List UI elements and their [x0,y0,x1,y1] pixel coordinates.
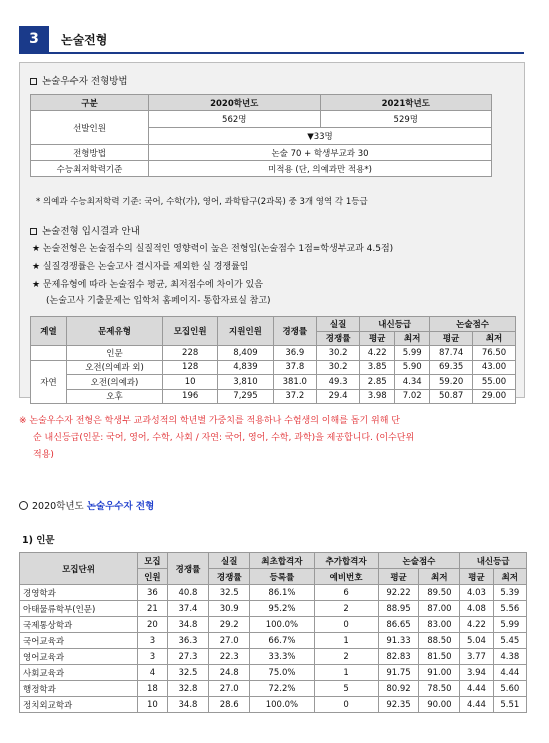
table-row: 경영학과 36 40.8 32.5 86.1% 6 92.22 89.50 4.03 5.39 [20,585,527,601]
col-2020: 2020학년도 [149,95,321,111]
medical-note: * 의예과 수능최저학력 기준: 국어, 수학(가), 영어, 과학탐구(2과목) 중 3개 영역 각 1등급 [36,197,368,207]
csat-label: 수능최저학력기준 [31,161,149,177]
h-unit: 모집단위 [20,553,138,585]
h-applicants: 지원인원 [218,317,273,346]
square-bullet-icon [30,228,37,235]
results-table [30,316,516,404]
table-row: 인문 228 8,409 36.9 30.2 4.22 5.99 87.74 76.50 [31,346,516,361]
h-real2: 경쟁률 [316,331,359,346]
method-table [30,94,492,177]
section-header [19,26,524,54]
table-row: 국어교육과 3 36.3 27.0 66.7% 1 91.33 88.50 5.04 5.45 [20,633,527,649]
track-nature: 자연 [31,360,67,404]
col-category: 구분 [31,95,149,111]
bullet-2: ★ 실질경쟁률은 논술고사 결시자를 제외한 실 경쟁률임 [32,262,249,272]
h-real: 실질 [316,317,359,332]
h-ratio: 경쟁률 [273,317,316,346]
bullet-1: ★ 논술전형은 논술점수의 실질적인 영향력이 높은 전형임(논술점수 1점=학생부교과 4.5점) [32,244,394,254]
csat-value: 미적용 (단, 의예과만 적용*) [149,161,492,177]
selection-label: 선발인원 [31,111,149,145]
table-row: 자연 오전(의예과 외) 128 4,839 37.8 30.2 3.85 5.90 69.35 43.00 [31,360,516,375]
h-track: 계열 [31,317,67,346]
h-type: 문제유형 [67,317,163,346]
h-essay-min: 최저 [473,331,516,346]
h-essay-avg: 평균 [430,331,473,346]
bullet-3: ★ 문제유형에 따라 논술점수 평균, 최저점수에 차이가 있음 [32,280,263,290]
method-label: 전형방법 [31,145,149,161]
bullet-3-sub: (논술고사 기출문제는 입학처 홈페이지- 통합자료실 참고) [46,296,271,306]
warning-note: ※ 논술우수자 전형은 학생부 교과성적의 학년별 가중치를 적용하나 수험생의 이해를 돕기 위해 단 순 내신등급(인문: 국어, 영어, 수학, 사회 / 자연: 국어, 영어, 수학, 과학)을 제공합니다. (이수단위 적용) [19,416,415,460]
h-grade-avg: 평균 [360,331,395,346]
selection-change: ▼33명 [149,128,492,145]
circle-bullet-icon [19,501,28,510]
section-title: 논술전형 [61,33,108,47]
selection-2021: 529명 [320,111,492,128]
table-row: 영어교육과 3 27.3 22.3 33.3% 2 82.83 81.50 3.77 4.38 [20,649,527,665]
col-2021: 2021학년도 [320,95,492,111]
h-grade-min: 최저 [395,331,430,346]
h-grade: 내신등급 [360,317,430,332]
square-bullet-icon [30,78,37,85]
h-essay: 논술점수 [430,317,516,332]
results-heading: 논술전형 입시결과 안내 [30,223,140,237]
method-value: 논술 70 + 학생부교과 30 [149,145,492,161]
method-heading: 논술우수자 전형방법 [30,73,128,87]
humanities-table: 모집단위 모집 경쟁률 실질 최초합격자 추가합격자 논술점수 내신등급 인원 경쟁률 등록률 예비번호 평균 최저 평균 최저 경영학과 36 40.8 32.5 86.1% 6 92.22 89.50 4.03 5.39 아태물류학부(인문) 21 37.4 30.9 95.2% 2 88.95 87.00 4.08 5.56 국제통상학과 20 34.8 29.2 100.0% 0 86.65 83.00 4.22 5.99 국어교육과 3 36.3 27.0 66.7% 1 91.33 88.50 5.04 5.45 영어교육과 3 27.3 22.3 33.3% 2 82.83 81.50 3.77 4.38 사회교육과 4 32.5 24.8 75.0% 1 91.75 91.00 3.94 4.44 행정학과 18 32.8 27.0 72.2% 5 80.92 78.50 4.44 5.60 정치외교학과 10 34.8 28.6 100.0% 0 92.35 90.00 4.44 5.51 [19,552,527,713]
subsection-heading: 2020학년도 논술우수자 전형 [19,498,154,512]
table-row: 행정학과 18 32.8 27.0 72.2% 5 80.92 78.50 4.44 5.60 [20,681,527,697]
table-row: 아태물류학부(인문) 21 37.4 30.9 95.2% 2 88.95 87.00 4.08 5.56 [20,601,527,617]
info-box [19,62,525,403]
humanities-heading: 1) 인문 [22,535,55,546]
section-number: 3 [19,26,49,52]
table-row: 정치외교학과 10 34.8 28.6 100.0% 0 92.35 90.00 4.44 5.51 [20,697,527,713]
table-row: 오전(의예과) 10 3,810 381.0 49.3 2.85 4.34 59.20 55.00 [31,375,516,390]
table-row: 오후 196 7,295 37.2 29.4 3.98 7.02 50.87 29.00 [31,389,516,404]
h-quota: 모집인원 [163,317,218,346]
selection-2020: 562명 [149,111,321,128]
table-row: 국제통상학과 20 34.8 29.2 100.0% 0 86.65 83.00 4.22 5.99 [20,617,527,633]
table-row: 사회교육과 4 32.5 24.8 75.0% 1 91.75 91.00 3.94 4.44 [20,665,527,681]
